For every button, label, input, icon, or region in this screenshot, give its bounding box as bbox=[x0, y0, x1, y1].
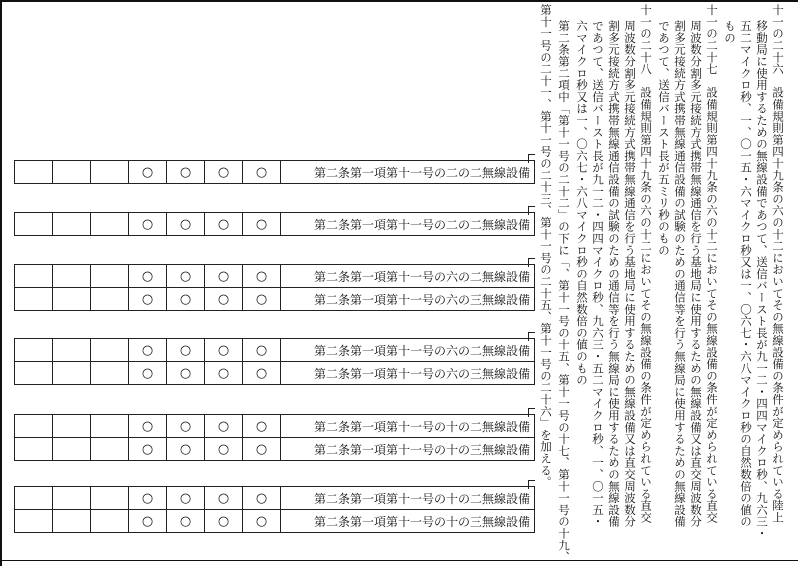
row-label: 第二条第一項第十一号の六の三無線設備 bbox=[281, 362, 535, 385]
empty-cell bbox=[53, 161, 91, 184]
vertical-text-column: 十一の二十七 設備規則第四十九条の六の十二においてその無線設備の条件が定められている直交 bbox=[705, 4, 719, 524]
mark-cell: ○ bbox=[205, 213, 243, 236]
vertical-text-column: 六マイクロ秒又は一、〇六七・六八マイクロ秒の自然数倍の値のもの bbox=[575, 20, 589, 386]
empty-cell bbox=[91, 339, 129, 362]
row-label: 第二条第一項第十一号の二の二無線設備 bbox=[281, 213, 535, 236]
empty-cell bbox=[91, 362, 129, 385]
empty-cell bbox=[53, 487, 91, 510]
mark-cell: ○ bbox=[129, 362, 167, 385]
empty-cell bbox=[53, 362, 91, 385]
mark-cell: ○ bbox=[243, 510, 281, 533]
table-row bbox=[15, 487, 535, 510]
mark-cell: ○ bbox=[167, 362, 205, 385]
mark-cell: ○ bbox=[129, 487, 167, 510]
empty-cell bbox=[53, 339, 91, 362]
empty-cell bbox=[53, 510, 91, 533]
mark-cell: ○ bbox=[167, 487, 205, 510]
mark-cell: ○ bbox=[243, 415, 281, 438]
row-label: 第二条第一項第十一号の六の二無線設備 bbox=[281, 265, 535, 288]
vertical-text-column: であつて、送信バースト長が五ミリ秒のもの bbox=[657, 20, 671, 256]
empty-cell bbox=[53, 213, 91, 236]
vertical-text-column: 割多元接続方式携帯無線通信設備の試験のための通信等を行う無線局に使用するための無線設備 bbox=[607, 20, 621, 528]
mark-cell: ○ bbox=[167, 161, 205, 184]
empty-cell bbox=[53, 265, 91, 288]
mark-cell: ○ bbox=[243, 265, 281, 288]
mark-cell: ○ bbox=[129, 213, 167, 236]
row-label: 第二条第一項第十一号の二の二無線設備 bbox=[281, 161, 535, 184]
mark-cell: ○ bbox=[243, 362, 281, 385]
empty-cell bbox=[91, 265, 129, 288]
empty-cell bbox=[91, 510, 129, 533]
mark-cell: ○ bbox=[205, 510, 243, 533]
empty-cell bbox=[15, 339, 53, 362]
mark-cell: ○ bbox=[167, 510, 205, 533]
vertical-text-column: 割多元接続方式携帯無線通信設備の試験のための通信等を行う無線局に使用するための無線設備 bbox=[673, 20, 687, 528]
mark-cell: ○ bbox=[167, 438, 205, 461]
mark-cell: ○ bbox=[167, 265, 205, 288]
mark-cell: ○ bbox=[129, 161, 167, 184]
empty-cell bbox=[15, 288, 53, 311]
mark-cell: ○ bbox=[129, 339, 167, 362]
empty-cell bbox=[53, 438, 91, 461]
table-row bbox=[15, 161, 535, 184]
mark-cell: ○ bbox=[205, 362, 243, 385]
row-label: 第二条第一項第十一号の六の三無線設備 bbox=[281, 288, 535, 311]
empty-cell bbox=[15, 362, 53, 385]
table-group bbox=[14, 264, 535, 311]
mark-cell: ○ bbox=[205, 265, 243, 288]
empty-cell bbox=[15, 213, 53, 236]
table-group bbox=[14, 212, 535, 236]
empty-cell bbox=[91, 161, 129, 184]
mark-cell: ○ bbox=[167, 213, 205, 236]
mark-cell: ○ bbox=[205, 415, 243, 438]
table-row bbox=[15, 213, 535, 236]
mark-cell: ○ bbox=[129, 438, 167, 461]
mark-cell: ○ bbox=[243, 161, 281, 184]
vertical-text-column: 五二マイクロ秒、一、〇一五・六マイクロ秒又は一、〇六七・六八マイクロ秒の自然数倍の値の bbox=[739, 20, 753, 528]
mark-cell: ○ bbox=[243, 339, 281, 362]
mark-cell: ○ bbox=[243, 213, 281, 236]
vertical-text-column: であつて、送信バースト長が九一二・四四マイクロ秒、九六三・五二マイクロ秒、一、〇一五・ bbox=[591, 20, 605, 528]
row-label: 第二条第一項第十一号の十の二無線設備 bbox=[281, 487, 535, 510]
empty-cell bbox=[53, 415, 91, 438]
table-row bbox=[15, 288, 535, 311]
table-group bbox=[14, 338, 535, 385]
mark-cell: ○ bbox=[205, 339, 243, 362]
page-left-rule bbox=[0, 0, 2, 566]
mark-cell: ○ bbox=[167, 415, 205, 438]
table-row bbox=[15, 265, 535, 288]
empty-cell bbox=[91, 213, 129, 236]
vertical-text-column: 第二条第二項中「第十一号の二十二」の下に「、第十一号の十五、第十一号の十七、第十一号の十九、 bbox=[557, 20, 571, 563]
table-group bbox=[14, 160, 535, 184]
table-row bbox=[15, 415, 535, 438]
empty-cell bbox=[91, 438, 129, 461]
vertical-text-column: 十一の二十八 設備規則第四十九条の六の十二においてその無線設備の条件が定められている直交 bbox=[639, 4, 653, 524]
empty-cell bbox=[15, 265, 53, 288]
empty-cell bbox=[15, 415, 53, 438]
mark-cell: ○ bbox=[129, 265, 167, 288]
vertical-text-column: 周波数分割多元接続方式携帯無線通信を行う基地局に使用するための無線設備又は直交周波数分 bbox=[623, 20, 637, 528]
table-row bbox=[15, 510, 535, 533]
empty-cell bbox=[15, 510, 53, 533]
row-label: 第二条第一項第十一号の十の二無線設備 bbox=[281, 415, 535, 438]
empty-cell bbox=[15, 161, 53, 184]
empty-cell bbox=[53, 288, 91, 311]
row-label: 第二条第一項第十一号の六の二無線設備 bbox=[281, 339, 535, 362]
mark-cell: ○ bbox=[243, 438, 281, 461]
vertical-text-column: 第十一号の二十一、第十一号の二十三、第十一号の二十五、第十一号の二十六」を加える。 bbox=[539, 4, 553, 488]
row-label: 第二条第一項第十一号の十の三無線設備 bbox=[281, 438, 535, 461]
mark-cell: ○ bbox=[205, 487, 243, 510]
vertical-text-column: 十一の二十六 設備規則第四十九条の六の十二においてその無線設備の条件が定められている陸上 bbox=[771, 4, 785, 524]
empty-cell bbox=[15, 487, 53, 510]
mark-cell: ○ bbox=[205, 288, 243, 311]
mark-cell: ○ bbox=[243, 288, 281, 311]
mark-cell: ○ bbox=[205, 161, 243, 184]
mark-cell: ○ bbox=[205, 438, 243, 461]
mark-cell: ○ bbox=[167, 339, 205, 362]
table-group bbox=[14, 486, 535, 533]
vertical-text-column: もの bbox=[723, 20, 737, 44]
table-row bbox=[15, 438, 535, 461]
empty-cell bbox=[91, 487, 129, 510]
vertical-text-column: 移動局に使用するための無線設備であつて、送信バースト長が九一二・四四マイクロ秒、九六三・ bbox=[755, 20, 769, 540]
table-row bbox=[15, 339, 535, 362]
mark-cell: ○ bbox=[129, 510, 167, 533]
table-group bbox=[14, 414, 535, 461]
empty-cell bbox=[91, 415, 129, 438]
empty-cell bbox=[15, 438, 53, 461]
mark-cell: ○ bbox=[129, 415, 167, 438]
page-top-rule bbox=[0, 0, 798, 3]
row-label: 第二条第一項第十一号の十の三無線設備 bbox=[281, 510, 535, 533]
empty-cell bbox=[91, 288, 129, 311]
table-row bbox=[15, 362, 535, 385]
vertical-text-column: 周波数分割多元接続方式携帯無線通信を行う基地局に使用するための無線設備又は直交周波数分 bbox=[689, 20, 703, 528]
mark-cell: ○ bbox=[243, 487, 281, 510]
mark-cell: ○ bbox=[129, 288, 167, 311]
mark-cell: ○ bbox=[167, 288, 205, 311]
